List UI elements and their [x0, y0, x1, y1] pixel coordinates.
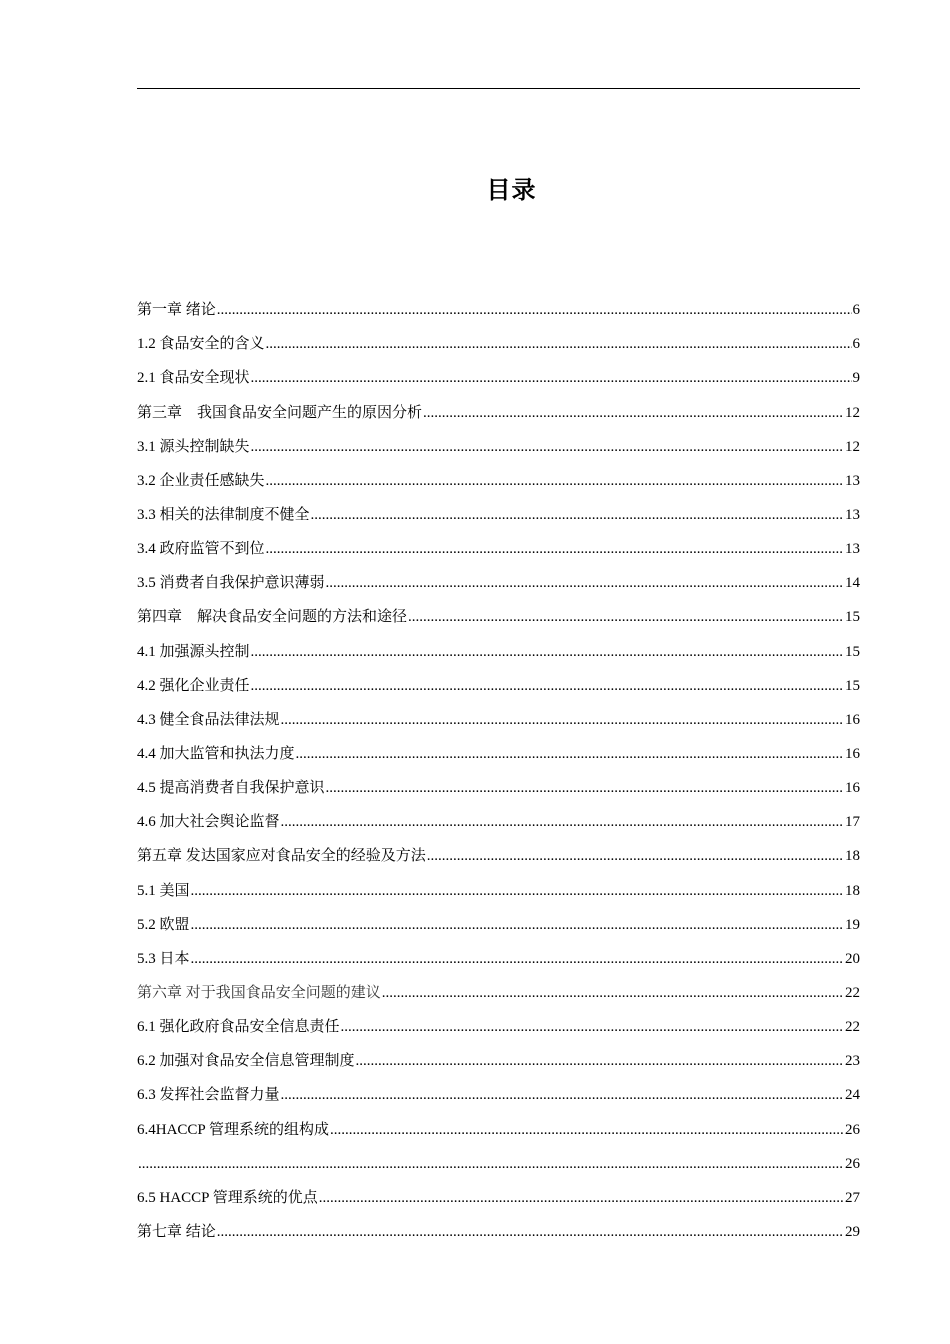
toc-entry-page: 22 — [845, 984, 860, 1001]
toc-entry[interactable] — [137, 696, 860, 730]
toc-entry[interactable] — [137, 832, 860, 866]
toc-entry[interactable] — [137, 1071, 860, 1105]
toc-entry[interactable] — [137, 320, 860, 354]
toc-entry-label: 3.3 相关的法律制度不健全 — [137, 506, 310, 523]
toc-leader — [251, 368, 852, 388]
toc-entry-page: 17 — [845, 814, 860, 831]
toc-entry-page: 24 — [845, 1087, 860, 1104]
toc-entry-label: 3.1 源头控制缺失 — [137, 438, 250, 455]
toc-entry-page: 6 — [852, 336, 860, 353]
toc-entry-label: 5.2 欧盟 — [137, 916, 190, 933]
toc-entry-label: 6.4HACCP 管理系统的组构成 — [137, 1121, 329, 1138]
toc-entry[interactable] — [137, 1105, 860, 1139]
toc-entry[interactable] — [137, 662, 860, 696]
toc-entry[interactable] — [137, 1037, 860, 1071]
toc-entry-page: 26 — [845, 1155, 860, 1172]
toc-leader — [266, 539, 844, 559]
toc-leader — [356, 1051, 844, 1071]
toc-leader — [191, 949, 844, 969]
toc-entry-label: 6.1 强化政府食品安全信息责任 — [137, 1019, 340, 1036]
toc-entry-page: 22 — [845, 1019, 860, 1036]
toc-entry-page: 14 — [845, 575, 860, 592]
toc-leader — [251, 676, 844, 696]
toc-entry[interactable] — [137, 388, 860, 422]
toc-entry[interactable] — [137, 286, 860, 320]
toc-entry[interactable] — [137, 1140, 860, 1174]
toc-leader — [330, 1120, 844, 1140]
toc-entry-page: 15 — [845, 643, 860, 660]
toc-entry-label: 4.4 加大监管和执法力度 — [137, 745, 295, 762]
toc-entry-label: 第三章 我国食品安全问题产生的原因分析 — [137, 404, 423, 421]
toc-entry[interactable] — [137, 866, 860, 900]
toc-leader — [326, 573, 844, 593]
toc-leader — [326, 778, 844, 798]
toc-entry-page: 18 — [845, 848, 860, 865]
toc-entry[interactable] — [137, 457, 860, 491]
toc-entry[interactable] — [137, 901, 860, 935]
toc-entry-page: 15 — [845, 609, 860, 626]
toc-leader — [341, 1017, 844, 1037]
toc-entry[interactable] — [137, 423, 860, 457]
toc-entry-label: 3.4 政府监管不到位 — [137, 541, 265, 558]
toc-entry-label: 2.1 食品安全现状 — [137, 370, 250, 387]
toc-leader — [281, 710, 844, 730]
toc-entry[interactable] — [137, 559, 860, 593]
toc-entry[interactable] — [137, 935, 860, 969]
toc-entry-label: 6.3 发挥社会监督力量 — [137, 1087, 280, 1104]
toc-leader — [251, 642, 844, 662]
toc-entry[interactable] — [137, 491, 860, 525]
toc-leader — [382, 983, 844, 1003]
toc-leader — [217, 1222, 844, 1242]
toc-entry-page: 16 — [845, 780, 860, 797]
toc-entry[interactable] — [137, 525, 860, 559]
toc-entry-page: 13 — [845, 506, 860, 523]
toc-entry-page: 20 — [845, 950, 860, 967]
toc-leader — [138, 1154, 844, 1174]
toc-leader — [423, 403, 844, 423]
toc-entry-page: 6 — [852, 302, 860, 319]
toc-entry[interactable] — [137, 1208, 860, 1242]
toc-leader — [319, 1188, 844, 1208]
toc-entry-label: 第五章 发达国家应对食品安全的经验及方法 — [137, 848, 426, 865]
toc-entry[interactable] — [137, 798, 860, 832]
toc-entry-label: 3.5 消费者自我保护意识薄弱 — [137, 575, 325, 592]
toc-leader — [191, 915, 844, 935]
toc-entry-page: 15 — [845, 677, 860, 694]
toc-entry-page: 16 — [845, 745, 860, 762]
toc-entry-label: 5.3 日本 — [137, 950, 190, 967]
toc-leader — [251, 437, 844, 457]
toc-entry-label: 4.2 强化企业责任 — [137, 677, 250, 694]
toc-entry-label: 1.2 食品安全的含义 — [137, 336, 265, 353]
toc-entry[interactable] — [137, 593, 860, 627]
toc-entry[interactable] — [137, 764, 860, 798]
toc-entry-page: 13 — [845, 541, 860, 558]
toc-entry-page: 19 — [845, 916, 860, 933]
toc-leader — [296, 744, 844, 764]
toc-entry-page: 23 — [845, 1053, 860, 1070]
toc-entry-label: 4.6 加大社会舆论监督 — [137, 814, 280, 831]
toc-entry-label: 第一章 绪论 — [137, 302, 216, 319]
toc-entry[interactable] — [137, 1003, 860, 1037]
toc-entry-page: 9 — [852, 370, 860, 387]
toc-entry-page: 26 — [845, 1121, 860, 1138]
toc-leader — [266, 471, 844, 491]
toc-entry-page: 13 — [845, 472, 860, 489]
toc-leader — [191, 881, 844, 901]
header-rule — [137, 88, 860, 89]
toc-entry-page: 27 — [845, 1189, 860, 1206]
toc-entry-label: 第四章 解决食品安全问题的方法和途径 — [137, 609, 408, 626]
toc-entry-label: 3.2 企业责任感缺失 — [137, 472, 265, 489]
toc-entry-label: 第七章 结论 — [137, 1223, 216, 1240]
toc-leader — [281, 812, 844, 832]
toc-entry[interactable] — [137, 354, 860, 388]
toc-leader — [217, 300, 852, 320]
toc-entry[interactable] — [137, 730, 860, 764]
toc-entry[interactable] — [137, 969, 860, 1003]
toc-list — [137, 286, 860, 1242]
toc-title: 目录 — [486, 176, 537, 204]
toc-leader — [427, 846, 844, 866]
toc-entry-page: 29 — [845, 1223, 860, 1240]
toc-entry-label: 第六章 对于我国食品安全问题的建议 — [137, 984, 381, 1001]
toc-entry-page: 12 — [845, 438, 860, 455]
toc-leader — [408, 607, 844, 627]
toc-entry-page: 18 — [845, 882, 860, 899]
toc-entry-label: 6.2 加强对食品安全信息管理制度 — [137, 1053, 355, 1070]
toc-leader — [266, 334, 852, 354]
toc-entry-page: 16 — [845, 711, 860, 728]
toc-entry-page: 12 — [845, 404, 860, 421]
toc-entry-label: 6.5 HACCP 管理系统的优点 — [137, 1189, 318, 1206]
toc-entry[interactable] — [137, 1174, 860, 1208]
toc-entry[interactable] — [137, 627, 860, 661]
toc-leader — [281, 1085, 844, 1105]
toc-entry-label: 5.1 美国 — [137, 882, 190, 899]
toc-entry-label: 4.1 加强源头控制 — [137, 643, 250, 660]
toc-entry-label: 4.3 健全食品法律法规 — [137, 711, 280, 728]
toc-entry-label: 4.5 提高消费者自我保护意识 — [137, 780, 325, 797]
toc-leader — [311, 505, 844, 525]
